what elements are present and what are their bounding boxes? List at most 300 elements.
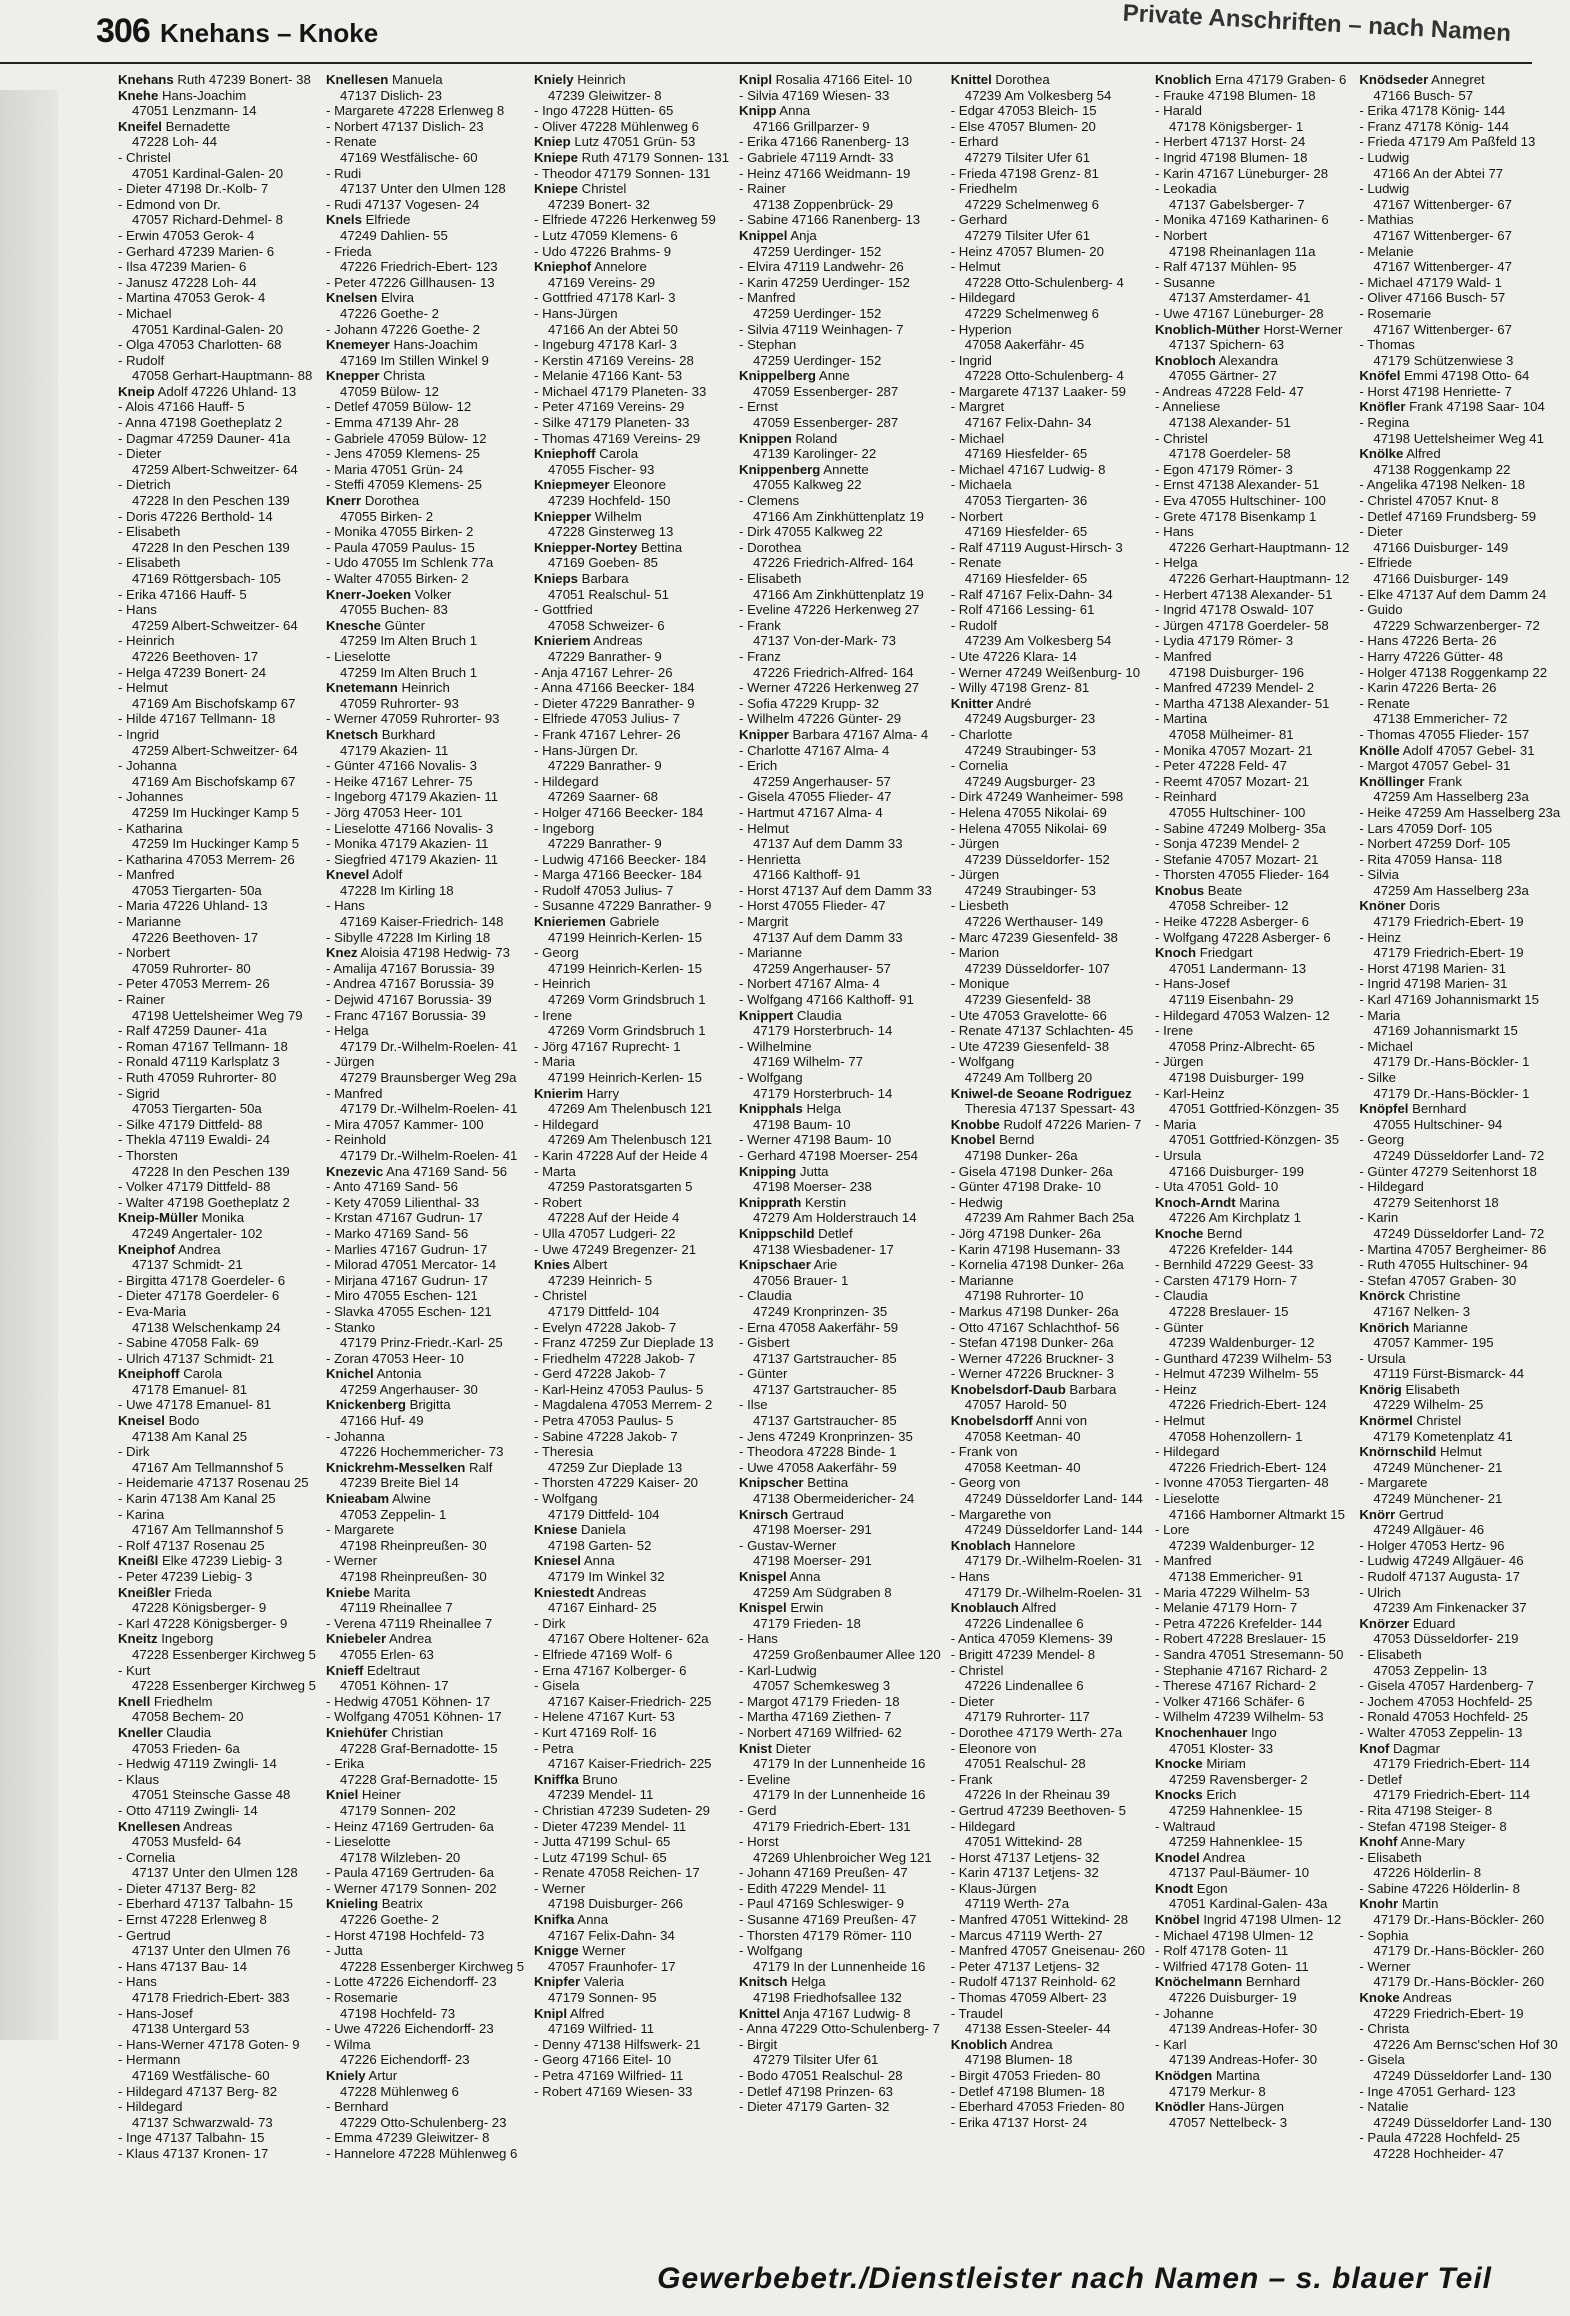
directory-entry: 47279 Tilsiter Ufer 61 <box>753 2052 879 2068</box>
directory-entry: - Gottfried 47178 Karl- 3 <box>534 290 676 306</box>
directory-entry: 47119 Rheinallee 7 <box>340 1600 453 1616</box>
directory-entry: 47138 Welschenkamp 24 <box>132 1319 281 1335</box>
directory-entry: 47179 Friedrich-Ebert- 131 <box>753 1818 911 1834</box>
directory-entry: - Elfriede <box>1359 555 1413 571</box>
directory-entry: Knobel Bernd <box>950 1132 1035 1148</box>
directory-entry: - Marcus 47119 Werth- 27 <box>950 1927 1103 1943</box>
directory-entry: 47198 Hochfeld- 73 <box>340 2005 456 2021</box>
directory-entry: - Udo 47055 Im Schlenk 77a <box>326 555 494 571</box>
directory-entry: Knigge Werner <box>534 1943 626 1959</box>
directory-entry: Knez Aloisia 47198 Hedwig- 73 <box>326 945 511 961</box>
directory-entry: - Erika 47166 Hauff- 5 <box>118 586 247 602</box>
directory-entry: - Klaus <box>118 1771 160 1787</box>
directory-entry: - Margarete <box>1359 1475 1428 1491</box>
directory-entry: - Stephan <box>739 337 797 353</box>
directory-entry: - Hedwig <box>950 1194 1003 1210</box>
directory-entry: - Bernhard <box>326 2099 389 2115</box>
directory-entry: 47169 Am Bischofskamp 67 <box>132 773 296 789</box>
directory-entry: 47137 Von-der-Mark- 73 <box>753 633 896 649</box>
directory-entry: 47228 Ginsterweg 13 <box>548 524 674 540</box>
directory-entry: - Katharina <box>118 820 183 836</box>
surname: Kneller <box>118 1724 163 1740</box>
directory-entry: - Rainer <box>118 992 165 1008</box>
directory-entry: 47169 Vereins- 29 <box>548 274 656 290</box>
directory-entry: 47198 Blumen- 18 <box>964 2052 1073 2068</box>
directory-entry: - Maria <box>1359 1007 1401 1023</box>
directory-entry: - Else 47057 Blumen- 20 <box>950 118 1096 134</box>
directory-entry: Knichel Antonia <box>326 1366 422 1382</box>
directory-entry: 47179 Horsterbruch- 14 <box>753 1085 893 1101</box>
directory-entry: 47167 Kaiser-Friedrich- 225 <box>548 1693 712 1709</box>
surname: Knipprath <box>739 1194 802 1210</box>
directory-entry: 47249 Düsseldorfer Land- 144 <box>964 1522 1143 1538</box>
directory-entry: - Karl-Heinz <box>1155 1085 1225 1101</box>
directory-entry: Knörnschild Helmut <box>1359 1444 1482 1460</box>
surname: Kniepper-Nortey <box>534 539 638 555</box>
surname: Knickenberg <box>326 1397 406 1413</box>
directory-entry: - Kerstin 47169 Vereins- 28 <box>534 352 694 368</box>
directory-entry: - Eberhard 47053 Frieden- 80 <box>950 2099 1125 2115</box>
directory-entry: 47137 Gartstraucher- 85 <box>753 1381 897 1397</box>
directory-entry: Knetsch Burkhard <box>326 726 436 742</box>
directory-entry: - Edgar 47053 Bleich- 15 <box>950 103 1097 119</box>
directory-entry: - Lutz 47199 Schul- 65 <box>534 1849 667 1865</box>
page-title: Knehans – Knoke <box>160 18 379 48</box>
directory-entry: - Susanne 47229 Banrather- 9 <box>534 898 712 914</box>
surname: Knobbe <box>950 1116 1000 1132</box>
surname: Knieps <box>534 571 578 586</box>
directory-entry: - Maria <box>1155 1116 1197 1132</box>
directory-entry: - Marianne <box>950 1272 1014 1288</box>
directory-entry: 47169 Hiesfelder- 65 <box>964 524 1088 540</box>
directory-entry: 47249 Düsseldorfer Land- 72 <box>1373 1147 1545 1163</box>
directory-entry: - Ralf 47259 Dauner- 41a <box>118 1023 267 1039</box>
directory-entry: - Hans 47226 Berta- 26 <box>1359 633 1497 649</box>
directory-entry: - Christel <box>950 1662 1004 1678</box>
directory-entry: - Marta <box>534 1163 576 1179</box>
directory-entry: - Gerhard 47239 Marien- 6 <box>118 243 275 259</box>
surname: Knörr <box>1359 1506 1396 1522</box>
directory-entry: 47179 Prinz-Friedr.-Karl- 25 <box>340 1335 503 1351</box>
directory-entry: 47249 Am Tollberg 20 <box>964 1070 1093 1085</box>
directory-entry: - Renate <box>326 134 377 150</box>
directory-entry: - Günter <box>739 1366 788 1382</box>
directory-entry: - Anna 47198 Goetheplatz 2 <box>118 415 283 431</box>
surname: Knieriemen <box>534 914 606 930</box>
footer-note: Gewerbebetr./Dienstleister nach Namen – s. blauer Teil <box>657 2262 1492 2295</box>
directory-entry: - Oliver 47166 Busch- 57 <box>1359 290 1506 306</box>
surname: Knehe <box>118 87 159 103</box>
directory-entry: Knöner Doris <box>1359 898 1440 914</box>
directory-entry: - Norbert <box>118 945 171 961</box>
directory-entry: - Gisela <box>534 1678 580 1694</box>
directory-entry: 47057 Nettelbeck- 3 <box>1169 2114 1288 2130</box>
directory-entry: 47055 Fischer- 93 <box>548 461 655 477</box>
directory-entry: Knipschaer Arie <box>739 1257 838 1273</box>
directory-entry: - Heinz 47166 Weidmann- 19 <box>739 165 911 181</box>
directory-entry: - Erna 47058 Aakerfähr- 59 <box>739 1319 899 1335</box>
directory-entry: 47057 Schemkesweg 3 <box>753 1678 891 1694</box>
directory-entry: - Günter 47166 Novalis- 3 <box>326 758 478 774</box>
directory-entry: - Norbert 47137 Dislich- 23 <box>326 118 484 134</box>
directory-entry: - Birgitta 47178 Goerdeler- 6 <box>118 1272 286 1288</box>
directory-entry: 47138 Zoppenbrück- 29 <box>753 196 894 212</box>
directory-entry: - Dieter 47198 Dr.-Kolb- 7 <box>118 181 269 197</box>
directory-entry: Kniepe Christel <box>534 181 627 197</box>
directory-entry: 47259 Großenbaumer Allee 120 <box>753 1646 941 1662</box>
directory-entry: - Stefan 47198 Dunker- 26a <box>950 1335 1114 1351</box>
directory-entry: - Ruth 47059 Ruhrorter- 80 <box>118 1070 277 1085</box>
directory-entry: - Dietrich <box>118 477 171 493</box>
directory-entry: 47179 Friedrich-Ebert- 19 <box>1373 945 1524 961</box>
surname: Knispel <box>739 1569 787 1584</box>
directory-entry: - Margarethe von <box>950 1506 1052 1522</box>
directory-entry: - Karl <box>1155 2036 1187 2052</box>
directory-entry: - Hans-Werner 47178 Goten- 9 <box>118 2036 300 2052</box>
directory-entry: - Manfred <box>739 290 796 306</box>
directory-entry: 47051 Gottfried-Könzgen- 35 <box>1169 1101 1340 1117</box>
directory-entry: - Regina <box>1359 415 1410 431</box>
directory-entry: 47239 Heinrich- 5 <box>548 1272 653 1288</box>
directory-entry: - Andreas 47228 Feld- 47 <box>1155 383 1304 399</box>
directory-entry: - Jutta <box>326 1943 363 1959</box>
surname: Knipping <box>739 1163 797 1179</box>
directory-entry: - Dieter 47239 Mendel- 11 <box>534 1818 687 1834</box>
directory-entry: Knispel Anna <box>739 1569 821 1584</box>
directory-entry: 47228 Breslauer- 15 <box>1169 1303 1289 1319</box>
directory-entry: - Stanko <box>326 1319 376 1335</box>
directory-entry: - Theodora 47228 Binde- 1 <box>739 1444 897 1460</box>
surname: Kniffka <box>534 1771 579 1787</box>
directory-entry: 47166 Hamborner Altmarkt 15 <box>1169 1506 1345 1522</box>
directory-entry: 47226 Friedrich-Alfred- 164 <box>753 555 914 571</box>
directory-entry: 47226 Am Kirchplatz 1 <box>1169 1210 1301 1226</box>
directory-entry: Knödler Hans-Jürgen <box>1155 2099 1285 2115</box>
directory-entry: 47259 Hahnenklee- 15 <box>1169 1802 1303 1818</box>
directory-entry: - Charlotte <box>950 726 1013 742</box>
directory-entry: - Werner <box>326 1553 378 1569</box>
directory-entry: - Horst 47137 Letjens- 32 <box>950 1849 1100 1865</box>
directory-entry: 47166 Am Zinkhüttenplatz 19 <box>753 508 924 524</box>
directory-entry: 47179 In der Lunnenheide 16 <box>753 1958 926 1974</box>
directory-entry: 47269 Uhlenbroicher Weg 121 <box>753 1849 932 1865</box>
directory-entry: - Dieter 47229 Banrather- 9 <box>534 695 695 711</box>
directory-entry: - Ingrid 47198 Marien- 31 <box>1359 976 1508 992</box>
directory-entry: Knelsen Elvira <box>326 290 414 306</box>
directory-entry: - Uwe 47249 Bregenzer- 21 <box>534 1241 697 1257</box>
directory-entry: 47229 Banrather- 9 <box>548 648 662 664</box>
directory-entry: - Frieda 47198 Grenz- 81 <box>950 165 1099 181</box>
directory-entry: - Georg von <box>950 1475 1021 1491</box>
directory-entry: 47226 Eichendorff- 23 <box>340 2052 470 2068</box>
directory-entry: Knippen Roland <box>739 430 838 446</box>
directory-entry: 47228 Loh- 44 <box>132 134 218 150</box>
directory-entry: - Michael <box>118 305 172 321</box>
directory-entry: 47179 Merkur- 8 <box>1169 2083 1266 2099</box>
directory-entry: - Horst 47055 Flieder- 47 <box>739 898 886 914</box>
directory-entry: 47269 Am Thelenbusch 121 <box>548 1132 713 1148</box>
directory-entry: - Birgit <box>739 2036 778 2052</box>
directory-entry: - Helmut <box>118 680 168 696</box>
directory-entry: - Therese 47167 Richard- 2 <box>1155 1678 1317 1694</box>
directory-entry: 47259 Im Huckinger Kamp 5 <box>132 836 300 852</box>
directory-entry: - Irene <box>1155 1023 1194 1039</box>
directory-entry: 47259 Uerdinger- 152 <box>753 243 882 259</box>
surname: Knöchelmann <box>1155 1974 1243 1990</box>
directory-entry: - Rudi <box>326 165 362 181</box>
directory-entry: Knörig Elisabeth <box>1359 1381 1460 1397</box>
directory-entry: 47166 An der Abtei 77 <box>1373 165 1504 181</box>
directory-entry: 47179 In der Lunnenheide 16 <box>753 1756 926 1772</box>
directory-entry: 47137 Gartstraucher- 85 <box>753 1413 897 1429</box>
directory-entry: - Stefan 47198 Steiger- 8 <box>1359 1818 1507 1834</box>
surname: Knochenhauer <box>1155 1724 1248 1740</box>
directory-entry: - Anna 47229 Otto-Schulenberg- 7 <box>739 2021 940 2037</box>
page-number: 306 <box>96 12 150 50</box>
directory-entry: 47057 Kammer- 195 <box>1373 1335 1494 1351</box>
surname: Knodt <box>1155 1880 1194 1896</box>
directory-entry: - Mathias <box>1359 212 1414 228</box>
surname: Knippel <box>739 227 788 243</box>
surname: Knof <box>1359 1740 1390 1756</box>
directory-entry: - Maria 47229 Wilhelm- 53 <box>1155 1584 1310 1600</box>
side-tab <box>0 90 58 2040</box>
directory-entry: - Theodor 47179 Sonnen- 131 <box>534 165 711 181</box>
directory-entry: - Jürgen <box>950 836 1000 852</box>
surname: Knichel <box>326 1366 374 1382</box>
directory-entry: - Karin <box>1359 1210 1399 1226</box>
directory-entry: 47167 Am Tellmannshof 5 <box>132 1459 284 1475</box>
surname: Knödseder <box>1359 72 1429 87</box>
directory-entry: - Steffi 47059 Klemens- 25 <box>326 477 482 493</box>
directory-entry: - Hans <box>1155 524 1194 540</box>
directory-entry: - Paula 47228 Hochfeld- 25 <box>1359 2130 1520 2146</box>
surname: Knieabam <box>326 1491 390 1507</box>
surname: Kniepe <box>534 149 578 165</box>
directory-entry: - Lotte 47226 Eichendorff- 23 <box>326 1974 497 1990</box>
surname: Kneiphoff <box>118 1366 180 1382</box>
directory-entry: Knieriemen Gabriele <box>534 914 660 930</box>
directory-entry: 47137 Paul-Bäumer- 10 <box>1169 1865 1310 1881</box>
directory-entry: - Thomas <box>1359 337 1415 353</box>
surname: Knieff <box>326 1662 364 1678</box>
directory-entry: - Andrea 47167 Borussia- 39 <box>326 976 494 992</box>
directory-entry: - Ronald 47119 Karlsplatz 3 <box>118 1054 280 1070</box>
surname: Knippen <box>739 430 792 446</box>
directory-entry: - Hildegard <box>118 2099 183 2115</box>
directory-entry: - Robert 47228 Breslauer- 15 <box>1155 1631 1326 1647</box>
directory-entry: Theresia 47137 Spessart- 43 <box>964 1101 1135 1117</box>
surname: Knodel <box>1155 1849 1200 1865</box>
directory-entry: - Werner 47059 Ruhrorter- 93 <box>326 711 500 727</box>
directory-entry: - Hildegard <box>534 773 599 789</box>
directory-entry: 47239 Am Finkenacker 37 <box>1373 1600 1527 1616</box>
directory-entry: - Hans-Jürgen <box>534 305 618 321</box>
surname: Knippelberg <box>739 368 816 384</box>
directory-entry: - Clemens <box>739 493 800 509</box>
surname: Kneip-Müller <box>118 1210 198 1226</box>
directory-entry: Knobloch Alexandra <box>1155 352 1279 368</box>
directory-entry: - Hans-Josef <box>118 2005 193 2021</box>
directory-entry: - Heinz 47169 Gertruden- 6a <box>326 1818 494 1834</box>
directory-entry: - Frank <box>739 617 781 633</box>
directory-entry: Kneip Adolf 47226 Uhland- 13 <box>118 383 297 399</box>
directory-entry: - Zoran 47053 Heer- 10 <box>326 1350 464 1366</box>
directory-entry: - Roman 47167 Tellmann- 18 <box>118 1038 288 1054</box>
surname: Knipl <box>534 2005 567 2021</box>
surname: Knipl <box>739 72 773 87</box>
directory-entry: - Emma 47239 Gleiwitzer- 8 <box>326 2130 490 2146</box>
directory-entry: - Lore <box>1155 1522 1190 1538</box>
directory-entry: Knipprath Kerstin <box>739 1194 847 1210</box>
directory-entry: - Horst 47137 Auf dem Damm 33 <box>739 882 932 898</box>
surname: Knobus <box>1155 882 1205 898</box>
directory-entry: - Werner <box>1359 1958 1411 1974</box>
directory-entry: - Willy 47198 Grenz- 81 <box>950 680 1090 696</box>
surname: Kneißler <box>118 1584 171 1600</box>
directory-entry: Knoblich Erna 47179 Graben- 6 <box>1155 72 1347 87</box>
directory-entry: - Paula 47169 Gertruden- 6a <box>326 1865 494 1881</box>
directory-entry: 47198 Ruhrorter- 10 <box>964 1288 1084 1304</box>
directory-entry: 47226 In der Rheinau 39 <box>964 1787 1110 1803</box>
directory-entry: - Werner 47226 Herkenweg 27 <box>739 680 920 696</box>
directory-entry: 47166 Kalthoff- 91 <box>753 867 861 883</box>
directory-entry: 47198 Uettelsheimer Weg 41 <box>1373 430 1544 446</box>
directory-entry: - Cornelia <box>950 758 1008 774</box>
surname: Knerr <box>326 493 362 509</box>
directory-entry: 47178 Wilzleben- 20 <box>340 1849 461 1865</box>
directory-columns <box>118 72 1561 2232</box>
directory-entry: Knepper Christa <box>326 368 425 384</box>
directory-entry: - Melanie 47179 Horn- 7 <box>1155 1600 1298 1616</box>
directory-entry: 47229 Friedrich-Ebert- 19 <box>1373 2005 1524 2021</box>
directory-entry: 47055 Birken- 2 <box>340 508 434 524</box>
directory-entry: Knölle Adolf 47057 Gebel- 31 <box>1359 742 1535 758</box>
directory-entry: - Hedwig 47119 Zwingli- 14 <box>118 1756 277 1772</box>
directory-entry: - Ingrid <box>118 726 160 742</box>
directory-entry: - Georg <box>534 945 579 961</box>
directory-entry: 47055 Hultschiner- 94 <box>1373 1116 1503 1132</box>
surname: Knemeyer <box>326 337 390 353</box>
directory-entry: - Dieter 47178 Goerdeler- 6 <box>118 1288 280 1304</box>
directory-entry: - Reemt 47057 Mozart- 21 <box>1155 773 1309 789</box>
directory-entry: - Manfred <box>1155 1553 1212 1569</box>
directory-entry: 47058 Keetman- 40 <box>964 1459 1081 1475</box>
directory-entry: - Heinrich <box>118 633 175 649</box>
directory-entry: 47055 Gärtner- 27 <box>1169 368 1277 384</box>
directory-entry: - Harald <box>1155 103 1202 119</box>
directory-entry: - Sabine 47058 Falk- 69 <box>118 1335 259 1351</box>
directory-entry: 47179 Schützenwiese 3 <box>1373 352 1514 368</box>
directory-entry: Knocks Erich <box>1155 1787 1237 1803</box>
surname: Knies <box>534 1257 570 1273</box>
surname: Knitsch <box>739 1974 788 1990</box>
directory-entry: - Ilse <box>739 1397 768 1413</box>
directory-entry: 47167 Obere Holtener- 62a <box>548 1631 709 1647</box>
directory-entry: - Georg 47166 Eitel- 10 <box>534 2052 672 2068</box>
directory-entry: 47229 Schelmenweg 6 <box>964 196 1099 212</box>
directory-entry: - Karin 47138 Am Kanal 25 <box>118 1491 276 1507</box>
directory-entry: - Marlies 47167 Gudrun- 17 <box>326 1241 488 1257</box>
directory-entry: 47139 Andreas-Hofer- 30 <box>1169 2052 1318 2068</box>
directory-entry: Knörck Christine <box>1359 1288 1461 1304</box>
directory-entry: - Reinhard <box>1155 789 1217 805</box>
directory-entry: 47228 Königsberger- 9 <box>132 1600 267 1616</box>
surname: Knobelsdorf-Daub <box>950 1381 1066 1397</box>
directory-entry: - Maria <box>534 1054 576 1070</box>
directory-entry: - Ludwig 47166 Beecker- 184 <box>534 851 707 867</box>
directory-entry: Knickenberg Brigitta <box>326 1397 451 1413</box>
directory-entry: 47137 Gartstraucher- 85 <box>753 1350 897 1366</box>
directory-entry: 47138 Wiesbadener- 17 <box>753 1241 894 1257</box>
directory-entry: - Christa <box>1359 2021 1410 2037</box>
surname: Kneitz <box>118 1631 158 1647</box>
directory-entry: 47259 Uerdinger- 152 <box>753 305 882 321</box>
directory-entry: Knist Dieter <box>739 1740 811 1756</box>
directory-entry: Knoblauch Alfred <box>950 1600 1057 1616</box>
directory-entry: 47226 Lindenallee 6 <box>964 1678 1084 1694</box>
directory-entry: - Melanie 47166 Kant- 53 <box>534 368 683 384</box>
directory-entry: Kniesel Anna <box>534 1553 615 1569</box>
directory-entry: 47137 Unter den Ulmen 128 <box>132 1865 298 1881</box>
directory-entry: Knellesen Andreas <box>118 1818 233 1834</box>
directory-entry: 47279 Tilsiter Ufer 61 <box>964 149 1091 165</box>
directory-entry: - Manfred 47051 Wittekind- 28 <box>950 1912 1129 1928</box>
directory-entry: Knoblich-Müther Horst-Werner <box>1155 321 1343 337</box>
directory-entry: Knohf Anne-Mary <box>1359 1834 1465 1850</box>
directory-entry: - Monique <box>950 976 1010 992</box>
directory-entry: 47178 Goerdeler- 58 <box>1169 446 1291 462</box>
directory-entry: 47166 Am Zinkhüttenplatz 19 <box>753 586 924 602</box>
directory-entry: - Cornelia <box>118 1849 176 1865</box>
directory-entry: 47051 Wittekind- 28 <box>964 1834 1083 1850</box>
directory-entry: - Gertrud 47239 Beethoven- 5 <box>950 1802 1126 1818</box>
directory-entry: Knieling Beatrix <box>326 1896 423 1912</box>
directory-entry: - Horst 47198 Marien- 31 <box>1359 960 1506 976</box>
directory-entry: 47239 Giesenfeld- 38 <box>964 992 1091 1008</box>
directory-entry: 47249 Angertaler- 102 <box>132 1225 263 1241</box>
directory-entry: 47178 Emanuel- 81 <box>132 1381 248 1397</box>
directory-entry: 47228 Graf-Bernadotte- 15 <box>340 1771 498 1787</box>
directory-entry: - Milorad 47051 Mercator- 14 <box>326 1257 497 1273</box>
directory-entry: - Gisbert <box>739 1335 790 1351</box>
directory-entry: - Elfriede 47053 Julius- 7 <box>534 711 680 727</box>
directory-entry: - Martina <box>1155 711 1208 727</box>
surname: Knetsch <box>326 726 379 742</box>
directory-entry: - Johann 47169 Preußen- 47 <box>739 1865 908 1881</box>
directory-entry: 47259 Albert-Schweitzer- 64 <box>132 617 298 633</box>
directory-entry: - Werner 47226 Bruckner- 3 <box>950 1350 1114 1366</box>
directory-entry: Knippert Claudia <box>739 1007 842 1023</box>
directory-entry: 47226 Am Bernsc'schen Hof 30 <box>1373 2036 1558 2052</box>
section-title: Private Anschriften – nach Namen <box>1122 0 1512 47</box>
directory-entry: 47249 Düsseldorfer Land- 144 <box>964 1491 1143 1507</box>
directory-entry: 47226 Friedrich-Ebert- 123 <box>340 259 498 275</box>
directory-entry: 47226 Friedrich-Alfred- 164 <box>753 664 914 680</box>
directory-entry: - Hildegard <box>1155 1444 1220 1460</box>
directory-entry: - Eleonore von <box>950 1740 1037 1756</box>
directory-entry: 47169 Im Stillen Winkel 9 <box>340 352 489 368</box>
directory-entry: 47138 Alexander- 51 <box>1169 415 1291 431</box>
directory-entry: 47179 Horsterbruch- 14 <box>753 1023 893 1039</box>
directory-entry: 47259 Im Huckinger Kamp 5 <box>132 804 300 820</box>
directory-entry: - Wilhelmine <box>739 1038 812 1054</box>
directory-entry: 47249 Kronprinzen- 35 <box>753 1303 888 1319</box>
directory-entry: 47239 Breite Biel 14 <box>340 1475 459 1491</box>
directory-entry: - Ingrid <box>950 352 992 368</box>
directory-entry: - Heinz <box>1155 1381 1197 1397</box>
directory-entry: 47198 Uettelsheimer Weg 79 <box>132 1007 303 1023</box>
